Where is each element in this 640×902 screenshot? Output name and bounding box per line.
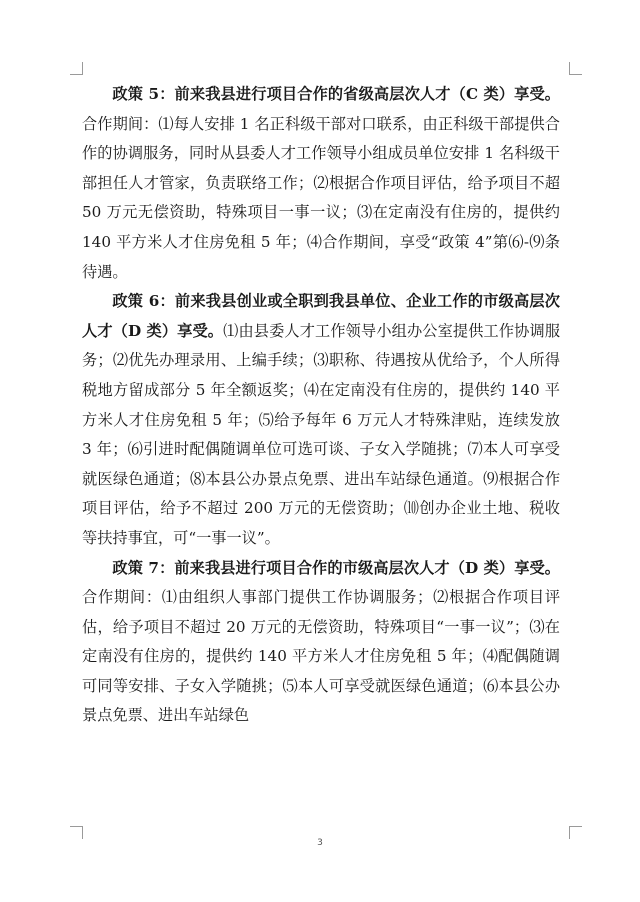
policy-5-heading: 政策 5：前来我县进行项目合作的省级高层次人才（C 类）享受。 [112,85,560,103]
policy-6-body: ⑴由县委人才工作领导小组办公室提供工作协调服务；⑵优先办理录用、上编手续；⑶职称、待遇按从优给予，个人所得税地方留成部分 5 年全额返奖；⑷在定南没有住房的，提供约 140 平方米人才住房免租 5 年；⑸给予每年 6 万元人才特殊津贴，连续发放 3 年；⑹引进时配偶随调单位可选可谈、子女入学随挑；⑺本人可享受就医绿色通道；⑻本县公办景点免票、进出车站绿色通道。⑼根据合作项目评估，给予不超过 200 万元的无偿资助；⑽创办企业土地、税收等扶持事宜，可“一事一议”。 [82,321,561,547]
policy-6-heading: 政策 6：前来我县创业或全职到我县单位、企业工作的市级高层次人才（D 类）享受。 [82,292,560,340]
document-body [82,80,560,731]
policy-5-body: 合作期间：⑴每人安排 1 名正科级干部对口联系，由正科级干部提供合作的协调服务，同时从县委人才工作领导小组成员单位安排 1 名科级干部担任人才管家，负责联络工作；⑵根据合作项目评估，给予项目不超 50 万元无偿资助，特殊项目一事一议；⑶在定南没有住房的，提供约 140 平方米人才住房免租 5 年；⑷合作期间，享受“政策 4”第⑹-⑼条待遇。 [82,114,560,281]
policy-5-paragraph [82,80,560,287]
policy-7-heading: 政策 7：前来我县进行项目合作的市级高层次人才（D 类）享受。 [112,558,560,577]
policy-6-paragraph [82,287,560,553]
page-number: 3 [317,838,323,848]
policy-7-paragraph [82,554,560,732]
policy-7-body: 合作期间：⑴由组织人事部门提供工作协调服务；⑵根据合作项目评估，给予项目不超过 20 万元的无偿资助，特殊项目“一事一议”；⑶在定南没有住房的，提供约 140 平方米人才住房免租 5 年；⑷配偶随调可同等安排、子女入学随挑；⑸本人可享受就医绿色通道；⑹本县公办景点免票、进出车站绿色 [82,588,560,725]
crop-mark-top-right [569,62,582,75]
crop-mark-top-left [70,62,83,75]
